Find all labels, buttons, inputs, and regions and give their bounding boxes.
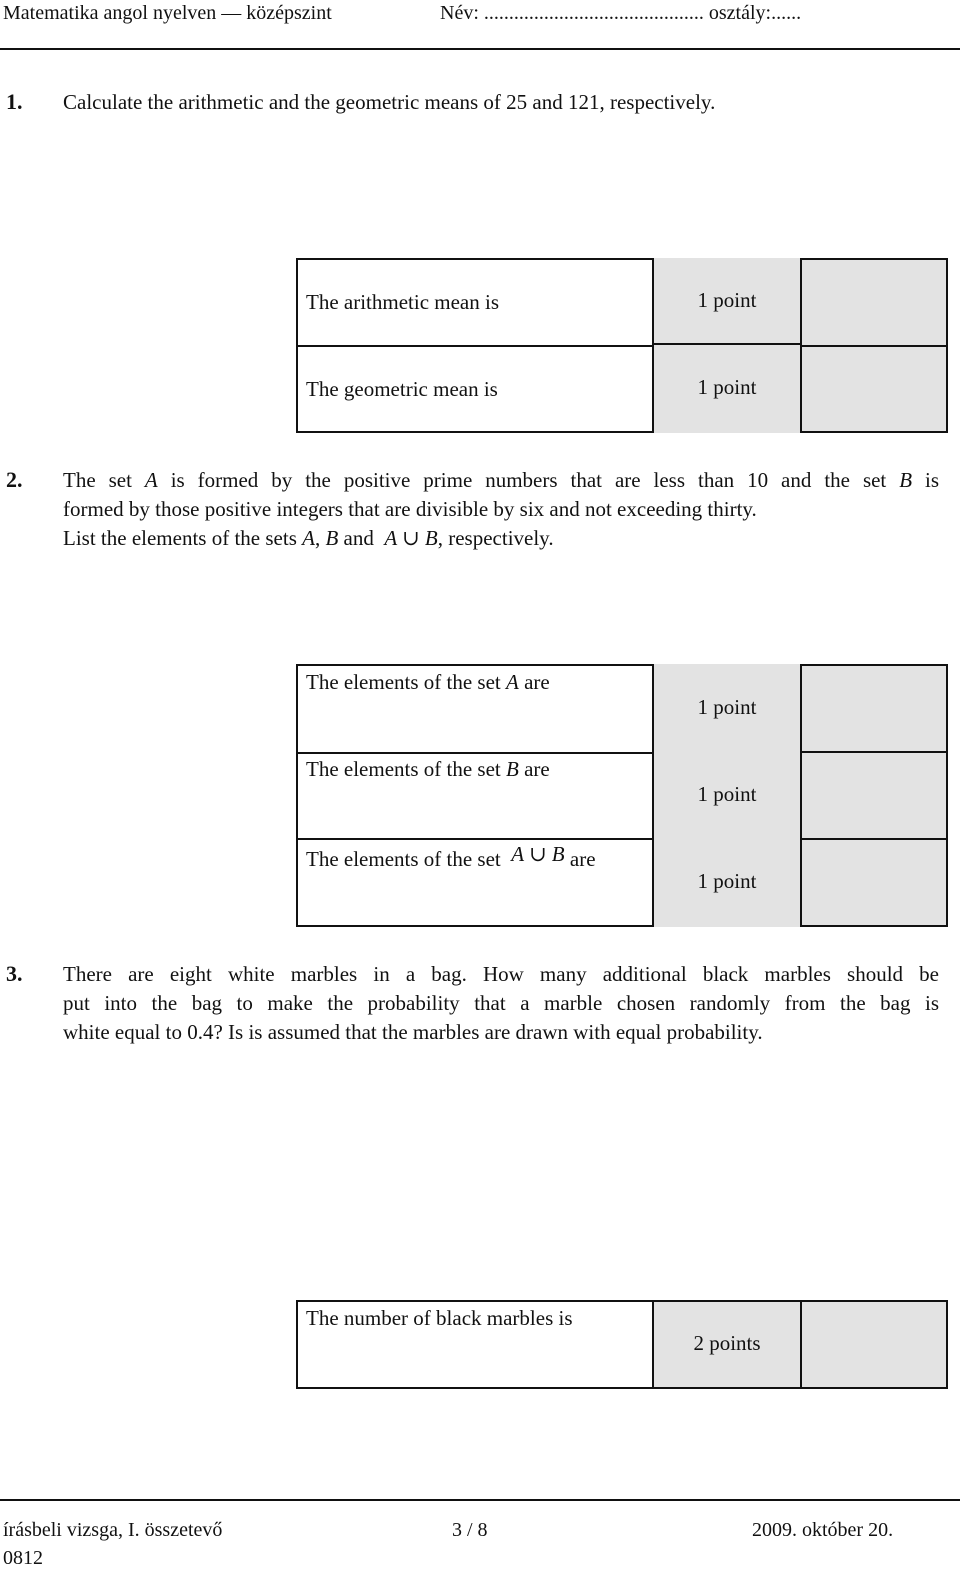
arithmetic-mean-label: The arithmetic mean is <box>306 290 500 314</box>
set-a-label: The elements of the set A are <box>306 670 550 694</box>
problem-1-text <box>63 88 939 117</box>
header-exam-title: Matematika angol nyelven — középszint <box>3 2 332 24</box>
problem-3-line-3: white equal to 0.4? Is is assumed that the marbles are drawn with equal probability. <box>63 1020 763 1044</box>
bottom-border <box>654 1387 800 1389</box>
score-cell <box>800 838 948 927</box>
footer-exam-part: írásbeli vizsga, I. összetevő <box>3 1519 223 1541</box>
score-cell <box>800 345 948 433</box>
score-cell <box>800 664 948 753</box>
points-label: 1 point <box>697 375 757 399</box>
problem-3-line-2: put into the bag to make the probability that a marble chosen randomly from the bag is <box>63 991 939 1015</box>
top-border <box>654 1300 800 1302</box>
set-b-label: The elements of the set B are <box>306 757 550 781</box>
points-label: 1 point <box>697 288 757 312</box>
problem-3-text <box>63 960 939 1047</box>
points-label: 1 point <box>697 695 757 719</box>
header-rule <box>0 48 960 50</box>
geometric-mean-label: The geometric mean is <box>306 377 498 401</box>
score-cell <box>800 751 948 840</box>
problem-2-answer-box <box>296 664 654 927</box>
row-divider <box>298 838 656 840</box>
problem-1-answer-box <box>296 258 654 433</box>
points-label: 2 points <box>693 1331 761 1355</box>
problem-2-number: 2. <box>6 467 23 492</box>
problem-2-text <box>63 466 939 553</box>
footer-rule <box>0 1499 960 1501</box>
row-divider <box>298 345 652 347</box>
problem-3-number: 3. <box>6 961 23 986</box>
union-expression: A ∪ B <box>384 526 438 550</box>
problem-1-number: 1. <box>6 89 23 114</box>
problem-2-line-1: The set A is formed by the positive prime numbers that are less than 10 and the set B is <box>63 468 940 492</box>
points-label: 1 point <box>697 782 757 806</box>
problem-1-points-column <box>652 258 802 433</box>
footer-exam-code: 0812 <box>3 1547 43 1569</box>
problem-2-line-2: formed by those positive integers that are divisible by six and not exceeding thirty. <box>63 497 757 521</box>
points-label: 1 point <box>697 869 757 893</box>
row-divider <box>298 752 656 754</box>
problem-1-line: Calculate the arithmetic and the geometric means of 25 and 121, respectively. <box>63 90 716 114</box>
score-cell <box>800 258 948 347</box>
set-union-label: The elements of the set A ∪ B are <box>306 842 596 871</box>
header-name-class-field: Név: ............................................ osztály:...... <box>440 2 802 24</box>
black-marbles-label: The number of black marbles is <box>306 1306 573 1330</box>
problem-3-answer-box <box>296 1300 654 1389</box>
problem-3-line-1: There are eight white marbles in a bag. How many additional black marbles should be <box>63 962 939 986</box>
score-cell <box>800 1300 948 1389</box>
footer-date: 2009. október 20. <box>752 1519 894 1541</box>
footer-page-number: 3 / 8 <box>452 1519 488 1541</box>
problem-2-points-column <box>652 664 802 927</box>
problem-2-line-3: List the elements of the sets A, B and A ∪ B, respectively. <box>63 526 554 550</box>
row-divider <box>654 343 800 345</box>
problem-3-points-column <box>652 1300 802 1389</box>
